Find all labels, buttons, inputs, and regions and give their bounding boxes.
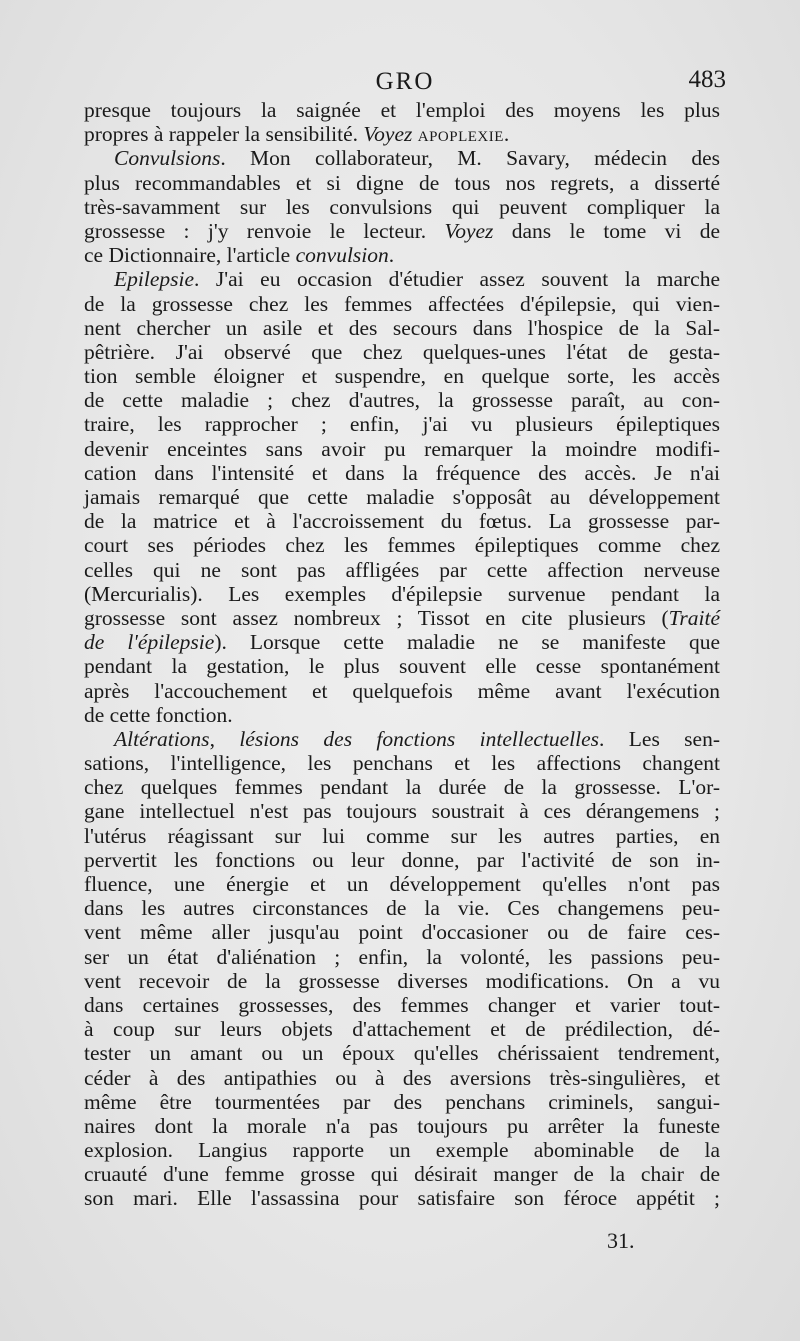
text-run: . J'ai eu occasion d'étudier assez souvent la marche [194, 267, 720, 292]
text-line [84, 1138, 720, 1162]
text-line [84, 679, 720, 703]
text-line [84, 509, 720, 533]
text-line [84, 1041, 720, 1065]
text-line [84, 1017, 720, 1041]
text-run: de la matrice et à l'accroissement du fœtus. La grossesse par- [84, 509, 720, 534]
text-run: pervertit les fonctions ou leur donne, par l'activité de son in- [84, 847, 720, 872]
text-run: après l'accouchement et quelquefois même avant l'exécution [84, 678, 720, 703]
text-line [84, 920, 720, 944]
text-line [84, 461, 720, 485]
text-line [84, 533, 720, 557]
text-run: son mari. Elle l'assassina pour satisfaire son féroce appétit ; [84, 1186, 720, 1211]
text-run: explosion. Langius rapporte un exemple abominable de la [84, 1138, 720, 1163]
text-line [84, 654, 720, 678]
text-line [84, 872, 720, 896]
text-line [84, 630, 720, 654]
text-run: de la grossesse chez les femmes affectées d'épilepsie, qui vien- [84, 291, 720, 316]
text-line [84, 751, 720, 775]
text-run: nent chercher un asile et des secours dans l'hospice de la Sal- [84, 315, 720, 340]
text-line [84, 267, 720, 291]
text-run: vent même aller jusqu'au point d'occasioner ou de faire ces- [84, 920, 720, 945]
text-line [84, 824, 720, 848]
text-run: à coup sur leurs objets d'attachement et de prédilection, dé- [84, 1017, 720, 1042]
text-run: cation dans l'intensité et dans la fréquence des accès. Je n'ai [84, 460, 720, 485]
text-run: jamais remarqué que cette maladie s'opposât au développement [84, 485, 720, 509]
text-run: . [388, 243, 395, 268]
text-run: grossesse sont assez nombreux ; Tissot en cite plusieurs ( [84, 605, 669, 630]
italic-text: de l'épilepsie [84, 630, 215, 655]
small-caps-text: apoplexie [417, 122, 504, 147]
text-run: dans les autres circonstances de la vie. Ces changemens peu- [84, 896, 720, 921]
text-line [84, 388, 720, 412]
running-head: GRO [375, 68, 435, 95]
text-run: même être tourmentées par des penchans criminels, sangui- [84, 1089, 720, 1114]
text-run: ). Lorsque cette maladie ne se manifeste que [214, 630, 721, 655]
italic-text: Voyez [444, 218, 494, 243]
text-line [84, 171, 720, 195]
text-line [84, 1090, 720, 1114]
text-run: traire, les rapprocher ; enfin, j'ai vu plusieurs épileptiques [84, 412, 720, 437]
text-line [84, 485, 720, 509]
text-line [84, 848, 720, 872]
text-run: très-savamment sur les convulsions qui peuvent compliquer la [84, 194, 720, 219]
text-run: de cette fonction. [84, 702, 233, 727]
text-run: l'utérus réagissant sur lui comme sur les autres parties, en [84, 823, 720, 848]
text-run: vent recevoir de la grossesse diverses modifications. On a vu [84, 968, 720, 993]
italic-text: Convulsions [114, 146, 221, 171]
italic-text: Traité [668, 605, 720, 630]
text-run: tion semble éloigner et suspendre, en quelque sorte, les accès [84, 364, 720, 389]
text-run: chez quelques femmes pendant la durée de la grossesse. L'or- [84, 775, 720, 800]
text-run: court ses périodes chez les femmes épileptiques comme chez [84, 533, 720, 558]
italic-text: lésions des fonctions intellectuelles [239, 726, 600, 751]
text-run: . Mon collaborateur, M. Savary, médecin des [220, 146, 720, 171]
text-line [84, 122, 720, 146]
body-text [84, 98, 720, 1211]
text-line [84, 1114, 720, 1138]
text-run: pêtrière. J'ai observé que chez quelques-unes l'état de gesta- [84, 339, 720, 364]
text-run: céder à des antipathies ou à des aversions très-singulières, et [84, 1065, 720, 1090]
italic-text: Voyez [363, 122, 413, 147]
text-line [84, 775, 720, 799]
signature-mark: 31. [607, 1228, 635, 1253]
text-run: (Mercurialis). Les exemples d'épilepsie survenue pendant la [84, 581, 720, 606]
italic-text: convulsion [295, 243, 389, 268]
text-run: tester un amant ou un époux qu'elles chérissaient tendrement, [84, 1041, 720, 1066]
text-run: celles qui ne sont pas affligées par cette affection nerveuse [84, 557, 720, 582]
text-line [84, 969, 720, 993]
text-line [84, 437, 720, 461]
text-line [84, 582, 720, 606]
text-line [84, 1066, 720, 1090]
text-line [84, 727, 720, 751]
text-line [84, 219, 720, 243]
text-line [84, 1162, 720, 1186]
text-line [84, 98, 720, 122]
text-line [84, 1186, 720, 1210]
text-line [84, 799, 720, 823]
text-run: naires dont la morale n'a pas toujours pu arrêter la funeste [84, 1113, 720, 1138]
text-line [84, 896, 720, 920]
page-number: 483 [688, 66, 726, 93]
text-run: dans le tome vi de [493, 218, 720, 243]
italic-text: Altérations [114, 726, 210, 751]
text-line [84, 945, 720, 969]
text-run: fluence, une énergie et un développement qu'elles n'ont pas [84, 872, 720, 896]
text-line [84, 292, 720, 316]
text-line [84, 243, 720, 267]
text-run: de cette maladie ; chez d'autres, la grossesse paraît, au con- [84, 388, 720, 413]
text-run: . Les sen- [599, 726, 721, 751]
italic-text: Epilepsie [114, 267, 195, 292]
text-run: devenir enceintes sans avoir pu remarquer la moindre modifi- [84, 436, 720, 461]
text-run: propres à rappeler la sensibilité. [84, 122, 364, 147]
text-line [84, 558, 720, 582]
text-run: cruauté d'une femme grosse qui désirait manger de la chair de [84, 1162, 720, 1187]
text-run: ser un état d'aliénation ; enfin, la volonté, les passions peu- [84, 944, 720, 969]
text-line [84, 316, 720, 340]
text-line [84, 146, 720, 170]
text-run: , [209, 726, 240, 751]
text-line [84, 606, 720, 630]
text-run: gane intellectuel n'est pas toujours soustrait à ces dérangemens ; [84, 799, 720, 824]
text-run: plus recommandables et si digne de tous nos regrets, a disserté [84, 170, 720, 195]
text-run: . [503, 122, 510, 147]
text-line [84, 993, 720, 1017]
text-line [84, 340, 720, 364]
page-header [84, 66, 726, 100]
text-run: presque toujours la saignée et l'emploi des moyens les plus [84, 98, 720, 122]
text-run: ce Dictionnaire, l'article [84, 243, 296, 268]
text-run: grossesse : j'y renvoie le lecteur. [84, 218, 445, 243]
text-line [84, 412, 720, 436]
text-run: dans certaines grossesses, des femmes changer et varier tout- [84, 992, 720, 1017]
text-run: sations, l'intelligence, les penchans et les affections changent [84, 751, 720, 776]
text-line [84, 703, 720, 727]
text-run: pendant la gestation, le plus souvent elle cesse spontanément [84, 654, 720, 679]
text-line [84, 364, 720, 388]
text-line [84, 195, 720, 219]
